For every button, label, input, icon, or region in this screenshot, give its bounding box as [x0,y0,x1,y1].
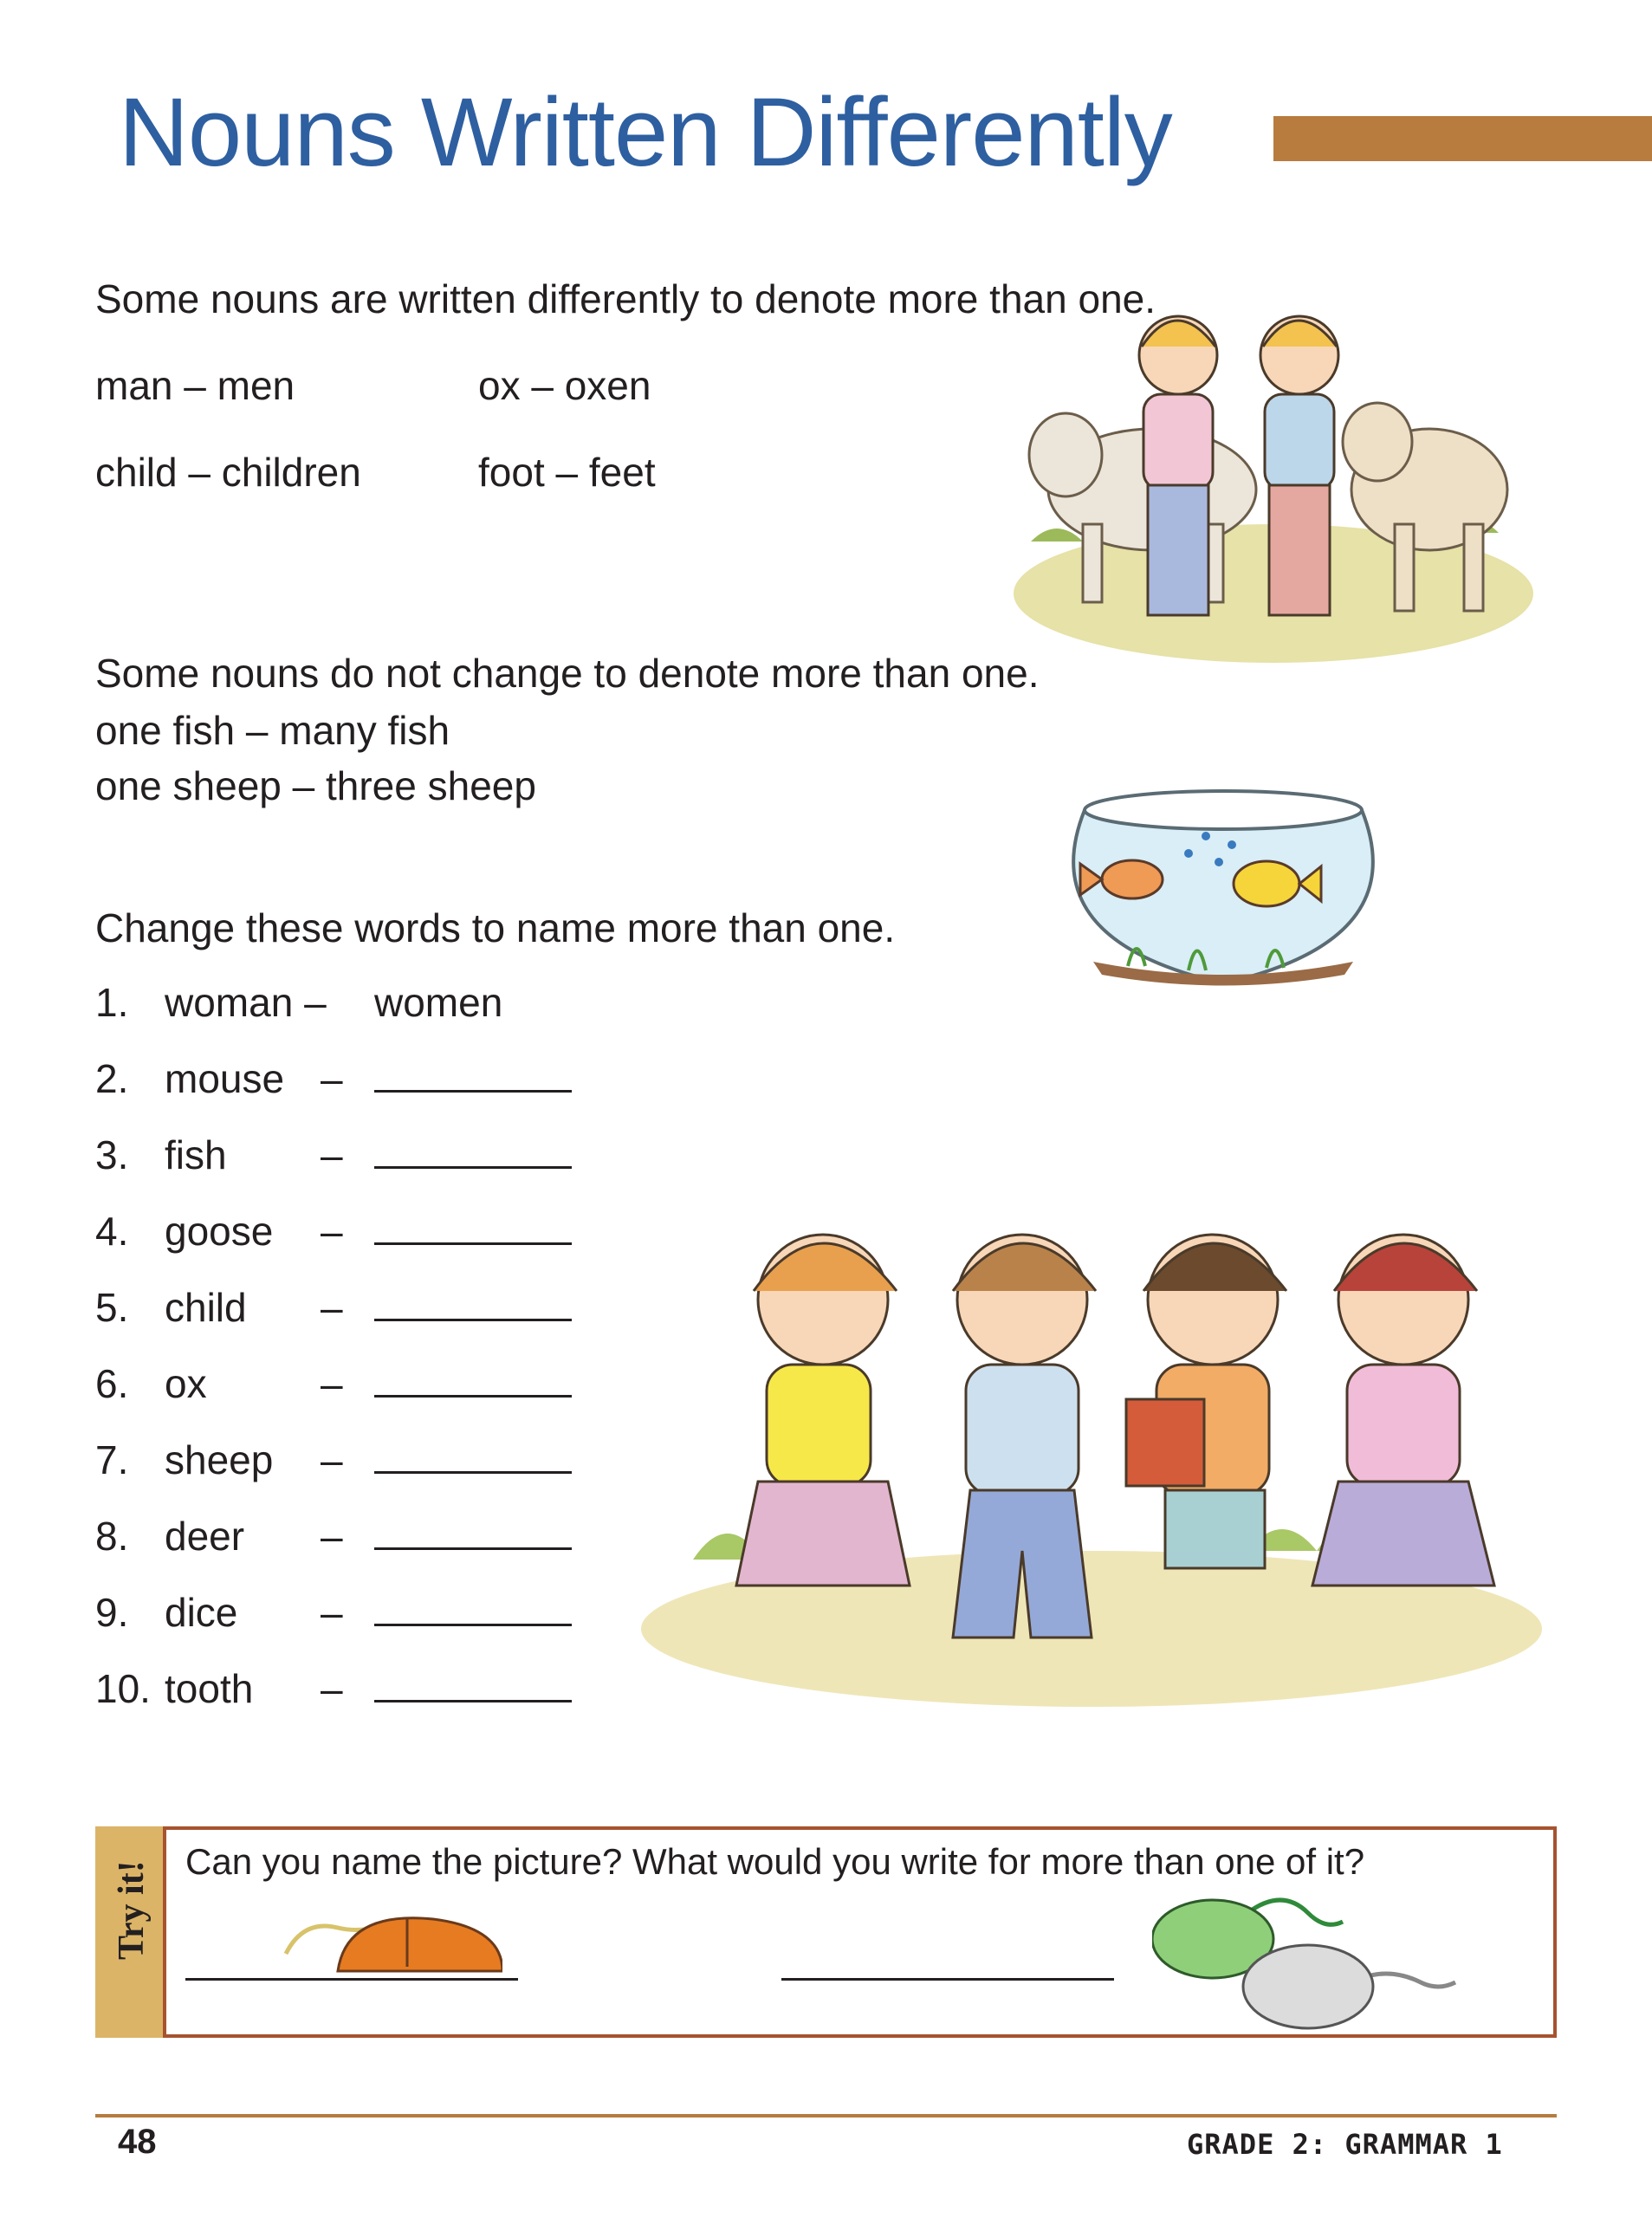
item-word: child [165,1285,247,1330]
tryit-question: Can you name the picture? What would you write for more than one of it? [185,1841,1365,1882]
footer-rule [95,2114,1557,2117]
item-word: dice [165,1590,238,1635]
pair-left-2: child – children [95,450,361,495]
pair-left-1: man – men [95,363,295,408]
item-number: 6. [95,1361,129,1406]
answer-blank[interactable] [374,1471,572,1474]
children-illustration [641,1170,1542,1707]
fishbowl-illustration [1059,775,1388,992]
item-dash: – [321,1514,343,1559]
item-number: 4. [95,1209,129,1254]
item-number: 10. [95,1666,151,1711]
item-number: 8. [95,1514,129,1559]
footer-label: GRADE 2: GRAMMAR 1 [1187,2128,1503,2161]
item-dash: – [321,1132,343,1177]
page-title: Nouns Written Differently [119,78,1172,186]
item-word: ox [165,1361,207,1406]
item-word: sheep [165,1437,274,1482]
example-sheep: one sheep – three sheep [95,763,536,808]
item-word: tooth [165,1666,254,1711]
tryit-label: Try it! [112,1860,152,1960]
item-number: 5. [95,1285,129,1330]
item-dash: – [321,1437,343,1482]
item-dash: – [321,1361,343,1406]
item-number: 2. [95,1056,129,1101]
answer-blank[interactable] [374,1319,572,1321]
answer-blank[interactable] [374,1166,572,1169]
boys-with-oxen-illustration [1014,299,1533,663]
page-number: 48 [118,2123,157,2161]
item-number: 3. [95,1132,129,1177]
item-dash: – [321,1056,343,1101]
exercise-instruction: Change these words to name more than one. [95,905,896,950]
orange-mouse-icon [277,1902,502,1980]
tryit-answer-blank-2[interactable] [781,1978,1114,1981]
example-fish: one fish – many fish [95,708,450,753]
item-word: goose [165,1209,274,1254]
item-number: 9. [95,1590,129,1635]
item-dash: – [321,1209,343,1254]
green-and-grey-mice-icon [1152,1887,1464,2034]
item-dash: – [321,1285,343,1330]
pair-right-1: ox – oxen [478,363,651,408]
item-word: deer [165,1514,245,1559]
answer-blank[interactable] [374,1547,572,1550]
answer-blank[interactable] [374,1242,572,1245]
intro-sentence: Some nouns are written differently to denote more than one. [95,276,1156,321]
item-answer: women [374,980,503,1025]
answer-blank[interactable] [374,1395,572,1398]
answer-blank[interactable] [374,1090,572,1093]
unchanged-sentence: Some nouns do not change to denote more than one. [95,651,1040,696]
pair-right-2: foot – feet [478,450,656,495]
answer-blank[interactable] [374,1624,572,1626]
item-word: mouse [165,1056,285,1101]
item-dash: – [321,1590,343,1635]
item-word: fish [165,1132,227,1177]
item-word: woman – [165,980,327,1025]
item-dash: – [321,1666,343,1711]
item-number: 7. [95,1437,129,1482]
title-accent-bar [1273,116,1652,161]
item-number: 1. [95,980,129,1025]
answer-blank[interactable] [374,1700,572,1702]
